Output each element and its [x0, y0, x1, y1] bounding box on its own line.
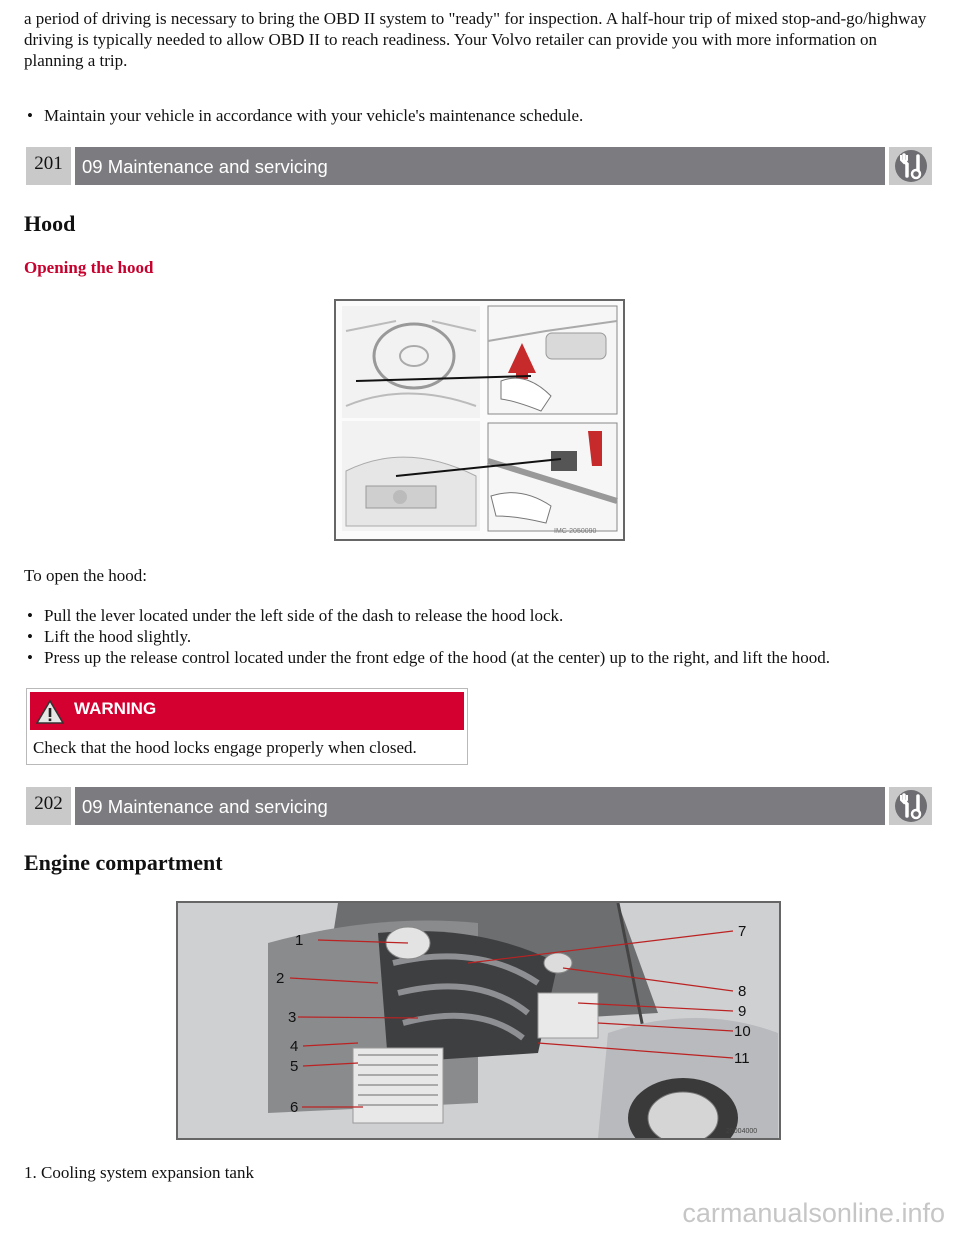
- wrench-icon: [889, 147, 932, 185]
- engine-compartment-illustration: [176, 901, 781, 1140]
- steps-lead: To open the hood:: [24, 566, 147, 585]
- section-heading-hood: Hood: [24, 211, 76, 236]
- callout-9: 9: [738, 1003, 747, 1020]
- page-number: 202: [26, 787, 71, 825]
- component-item-1: 1. Cooling system expansion tank: [24, 1163, 254, 1182]
- warning-text: Check that the hood locks engage properly when closed.: [33, 738, 417, 757]
- list-item: • Maintain your vehicle in accordance with your vehicle's maintenance schedule.: [24, 105, 583, 126]
- callout-4: 4: [290, 1038, 299, 1055]
- page-number: 201: [26, 147, 71, 185]
- callout-6: 6: [290, 1099, 299, 1116]
- warning-header: [30, 692, 464, 730]
- callout-7: 7: [738, 923, 747, 940]
- callout-8: 8: [738, 983, 747, 1000]
- section-bar-title: 09 Maintenance and servicing: [75, 147, 885, 185]
- intro-bullet-list: [24, 105, 583, 126]
- warning-box: [26, 688, 468, 765]
- list-item: • Lift the hood slightly.: [24, 626, 830, 647]
- hood-steps-list: [24, 605, 830, 668]
- callout-5: 5: [290, 1058, 299, 1075]
- callout-2: 2: [276, 970, 285, 987]
- callout-1: 1: [295, 932, 304, 949]
- warning-triangle-icon: [36, 699, 64, 725]
- callout-10: 10: [734, 1023, 751, 1040]
- section-header-201: [26, 147, 932, 185]
- warning-label: WARNING: [74, 699, 157, 718]
- callout-3: 3: [288, 1009, 297, 1026]
- section-bar-title: 09 Maintenance and servicing: [75, 787, 885, 825]
- subheading-opening-hood: Opening the hood: [24, 258, 154, 277]
- figure-code: IMC-2050090: [554, 528, 597, 535]
- figure-code: 20004000: [726, 1128, 758, 1135]
- hood-release-illustration: [334, 299, 625, 541]
- intro-paragraph: a period of driving is necessary to bring the OBD II system to "ready" for inspection. A half-hour trip of mixed stop-and-go/highway driving is typically needed to allow OBD II to reach readiness. Your Volvo retailer can provide you with more information on planning a trip.: [24, 9, 927, 70]
- wrench-icon: [889, 787, 932, 825]
- section-header-202: [26, 787, 932, 825]
- callout-11: 11: [734, 1050, 750, 1067]
- list-item: • Press up the release control located under the front edge of the hood (at the center) up to the right, and lift the hood.: [24, 647, 830, 668]
- section-heading-engine: Engine compartment: [24, 850, 223, 875]
- list-item: • Pull the lever located under the left side of the dash to release the hood lock.: [24, 605, 830, 626]
- watermark: carmanualsonline.info: [682, 1198, 945, 1228]
